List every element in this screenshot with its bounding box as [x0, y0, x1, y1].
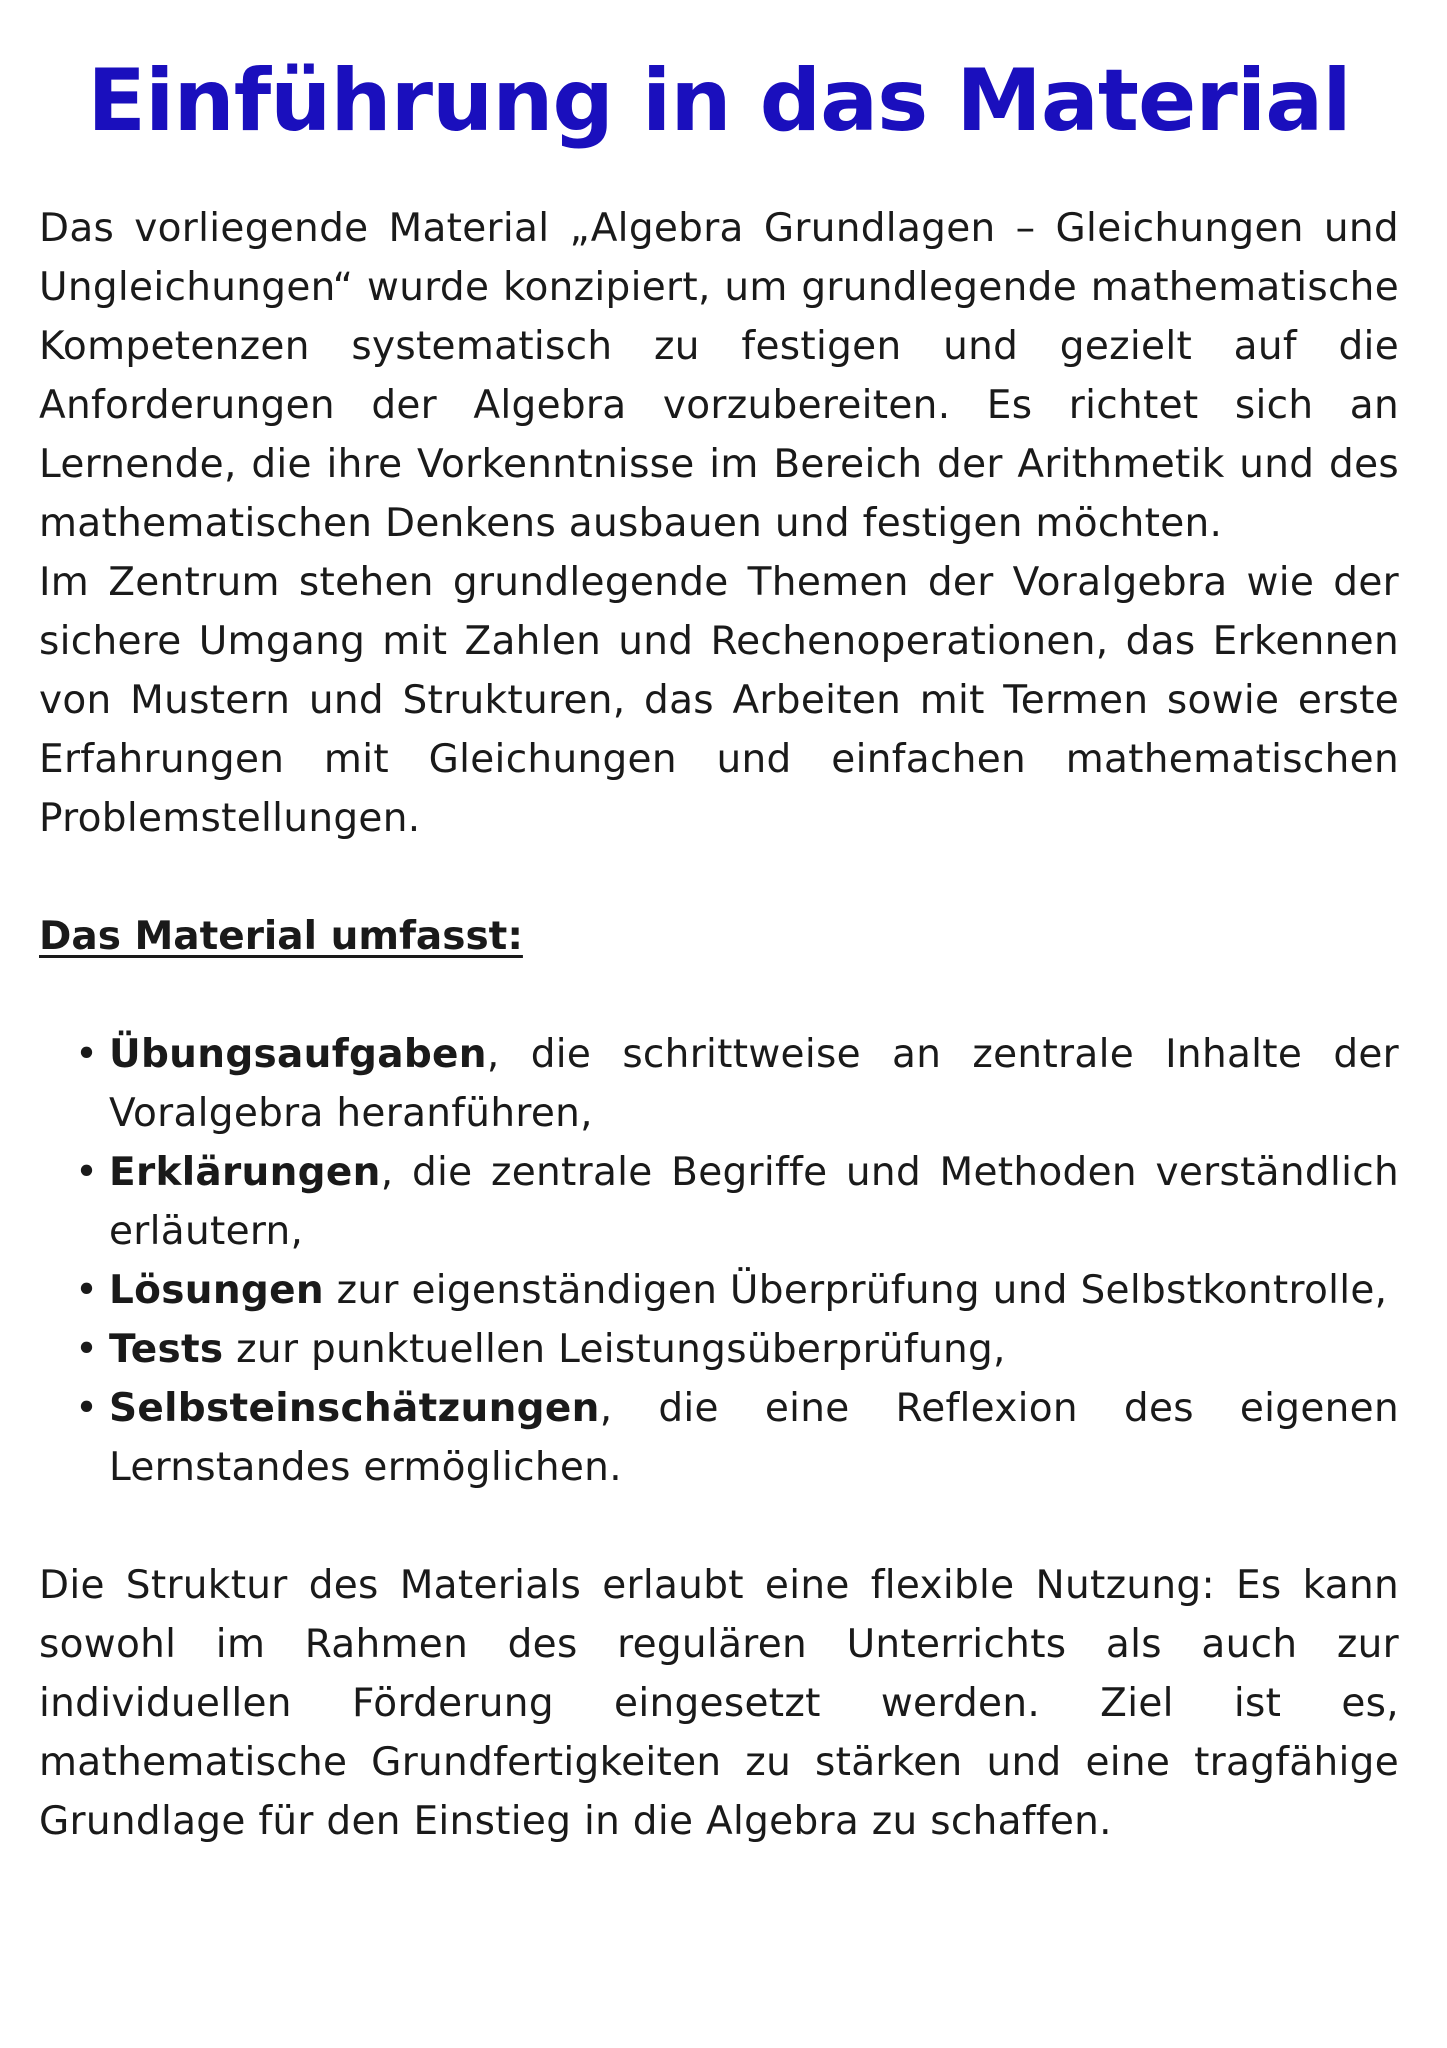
bullet-icon: • [75, 1385, 99, 1431]
bullet-icon: • [75, 1267, 99, 1313]
list-item [75, 1143, 1399, 1261]
list-item [75, 1261, 1399, 1320]
bullet-icon: • [75, 1031, 99, 1077]
list-item-text: zur eigenständigen Überprüfung und Selbstkontrolle, [323, 1267, 1388, 1313]
list-item-term: Lösungen [109, 1267, 324, 1313]
list-item [75, 1379, 1399, 1497]
spacer [39, 966, 1399, 1025]
list-item-term: Selbsteinschätzungen [109, 1385, 600, 1431]
spacer [39, 1497, 1399, 1556]
material-list [39, 1025, 1399, 1497]
list-item-text: , die schrittweise an zentrale Inhalte der Voralgebra heranführen, [109, 1031, 1399, 1136]
list-item-term: Tests [109, 1326, 224, 1372]
list-heading: Das Material umfasst: [39, 913, 523, 959]
bullet-icon: • [75, 1149, 99, 1195]
page-title: Einführung in das Material [87, 51, 1351, 151]
list-item-text: , die zentrale Begriffe und Methoden verständlich erläutern, [109, 1149, 1399, 1254]
closing-paragraph: Die Struktur des Materials erlaubt eine flexible Nutzung: Es kann sowohl im Rahmen des regulären Unterrichts als auch zur individuellen Förderung eingesetzt werden. Ziel ist es, mathematische Grundfertigkeiten zu stärken und eine tragfähige Grundlage für den Einstieg in die Algebra zu schaffen. [39, 1562, 1399, 1844]
intro-paragraph-1: Das vorliegende Material „Algebra Grundlagen – Gleichungen und Ungleichungen“ wurde konzipiert, um grundlegende mathematische Kompetenzen systematisch zu festigen und gezielt auf die Anforderungen der Algebra vorzubereiten. Es richtet sich an Lernende, die ihre Vorkenntnisse im Bereich der Arithmetik und des mathematischen Denkens ausbauen und festigen möchten. [39, 205, 1399, 546]
list-item-text: zur punktuellen Leistungsüberprüfung, [223, 1326, 1006, 1372]
bullet-icon: • [75, 1326, 99, 1372]
list-item-text: , die eine Reflexion des eigenen Lernstandes ermöglichen. [109, 1385, 1399, 1490]
list-item [75, 1025, 1399, 1143]
spacer [39, 848, 1399, 907]
list-item-term: Erklärungen [109, 1149, 381, 1195]
list-item [75, 1320, 1399, 1379]
list-item-term: Übungsaufgaben [109, 1031, 487, 1077]
intro-paragraph-2: Im Zentrum stehen grundlegende Themen der Voralgebra wie der sichere Umgang mit Zahlen und Rechenoperationen, das Erkennen von Mustern und Strukturen, das Arbeiten mit Termen sowie erste Erfahrungen mit Gleichungen und einfachen mathematischen Problemstellungen. [39, 559, 1399, 841]
